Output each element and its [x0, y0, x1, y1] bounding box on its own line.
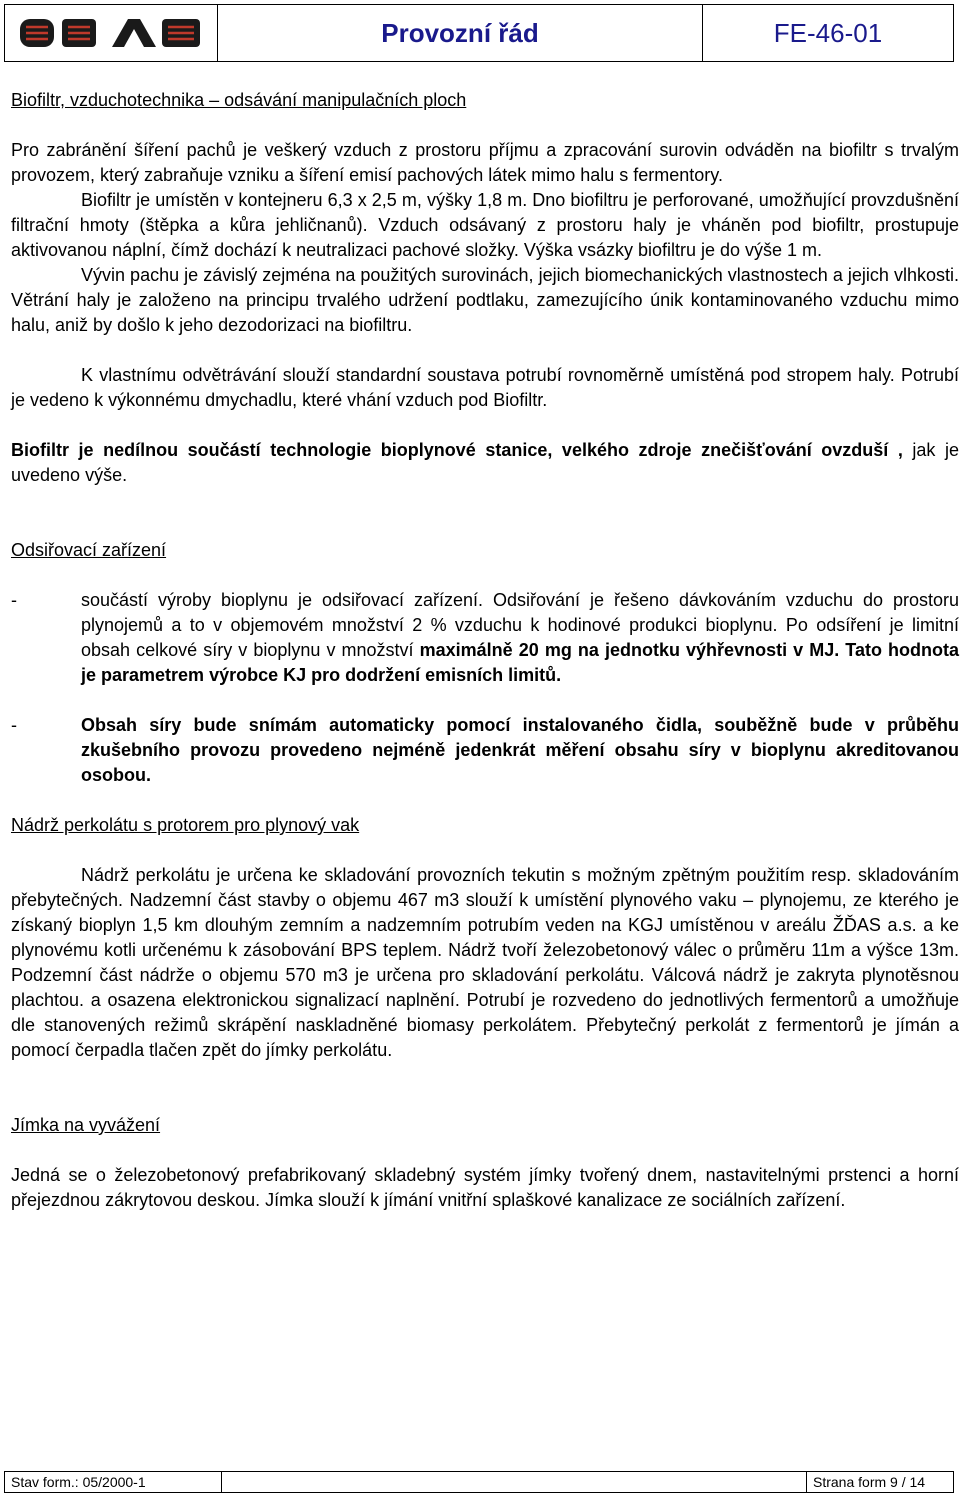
company-logo: [5, 5, 218, 61]
paragraph: Pro zabránění šíření pachů je veškerý vzduch z prostoru příjmu a zpracování surovin odváděn na biofiltr s trvalým provozem, který zabraňuje vzniku a šíření emisí pachových látek mimo halu s fermentory.: [11, 140, 959, 185]
list-text: [81, 713, 959, 788]
list-text: [81, 588, 959, 688]
document-code: FE-46-01: [773, 17, 883, 48]
list-dash: -: [11, 715, 17, 735]
page-header: [4, 4, 954, 62]
bold-text: Obsah síry bude snímám automaticky pomocí instalovaného čidla, souběžně bude v průběhu zkušebního provozu provedeno nejméně jedenkrát měření obsahu síry v bioplynu akreditovanou osobou.: [81, 715, 959, 785]
section-heading-nadrz: Nádrž perkolátu s protorem pro plynový vak: [11, 815, 360, 835]
paragraph-emphasis: [11, 438, 959, 488]
bold-text: maximálně 20 mg na jednotku výhřevnosti v MJ. Tato hodnota je parametrem výrobce KJ pro dodržení emisních limitů.: [81, 640, 960, 685]
document-body: [11, 88, 959, 1213]
section-heading-jimka: Jímka na vyvážení: [11, 1115, 161, 1135]
paragraph: K vlastnímu odvětrávání slouží standardní soustava potrubí rovnoměrně umístěná pod stropem haly. Potrubí je vedeno k výkonnému dmychadlu, které vhání vzduch pod Biofiltr.: [11, 365, 959, 410]
section-heading-biofiltr: Biofiltr, vzduchotechnika – odsávání manipulačních ploch: [11, 90, 467, 110]
list-item: [11, 588, 959, 688]
page-footer: [4, 1471, 954, 1493]
paragraph: Nádrž perkolátu je určena ke skladování provozních tekutin s možným zpětným použitím resp. skladováním přebytečných. Nadzemní část stavby o objemu 467 m3 slouží k umístění plynového vaku – plynojemu, ze kterého je získaný bioplyn 1,5 km dlouhým zemním a nadzemním potrubím veden na KGJ umístěnou v areálu ŽĎAS a.s. a ke plynovému kotli určenému k zásobování BPS teplem. Nádrž tvoří železobetonový válec o průměru 11m a výšce 13m. Podzemní část nádrže o objemu 570 m3 je určena pro skladování perkolátu. Válcová nádrž je zakryta plynotěsnou plachtou. a osazena elektronickou signalizací naplnění. Potrubí je rozvedeno do jednotlivých fermentorů a umožňuje dle stanovených režimů skrápění naskladněné biomasy perkolátem. Přebytečný perkolát z fermentorů je jímán a pomocí čerpadla tlačen zpět do jímky perkolátu.: [11, 865, 959, 1060]
plain-text: součástí výroby bioplynu je odsiřovací zařízení. Odsiřování je řešeno dávkováním vzduchu do prostoru plynojemů a to v objemovém množství 2 % vzduchu k hodinové produkci bioplynu. Po odsíření je limitní obsah celkové síry v bioplynu v množství: [81, 590, 959, 660]
paragraph: Vývin pachu je závislý zejména na použitých surovinách, jejich biomechanických vlastnostech a jejich vlhkosti. Větrání haly je založeno na principu trvalého udržení podtlaku, zamezujícího únik kontaminovaného vzduchu mimo halu, aniž by došlo k jeho dezodorizaci na biofiltru.: [11, 265, 959, 335]
bold-text: Biofiltr je nedílnou součástí technologie bioplynové stanice, velkého zdroje znečišťování ovzduší ,: [11, 440, 903, 460]
odas-logo-icon: [16, 11, 206, 55]
paragraph: Biofiltr je umístěn v kontejneru 6,3 x 2,5 m, výšky 1,8 m. Dno biofiltru je perforované, umožňující provzdušnění filtrační hmoty (štěpka a kůra jehličnanů). Vzduch odsávaný z prostoru haly je vháněn pod biofiltr, prostupuje aktivovanou náplní, čímž dochází k neutralizaci pachové složky. Výška vsázky biofiltru je do výše 1 m.: [11, 190, 959, 260]
page-number: Strana form 9 / 14: [806, 1472, 953, 1492]
document-title: Provozní řád: [218, 5, 703, 61]
list-item: [11, 713, 959, 788]
paragraph: Jedná se o železobetonový prefabrikovaný skladebný systém jímky tvořený dnem, nastavitelnými prstenci a horní přejezdnou zákrytovou deskou. Jímka slouží k jímání vnitřní splaškové kanalizace ze sociálních zařízení.: [11, 1165, 959, 1210]
form-status: Stav form.: 05/2000-1: [5, 1472, 222, 1492]
list-dash: -: [11, 590, 17, 610]
section-heading-odsirovaci: Odsiřovací zařízení: [11, 540, 167, 560]
plain-text: jak je uvedeno výše.: [11, 440, 959, 485]
